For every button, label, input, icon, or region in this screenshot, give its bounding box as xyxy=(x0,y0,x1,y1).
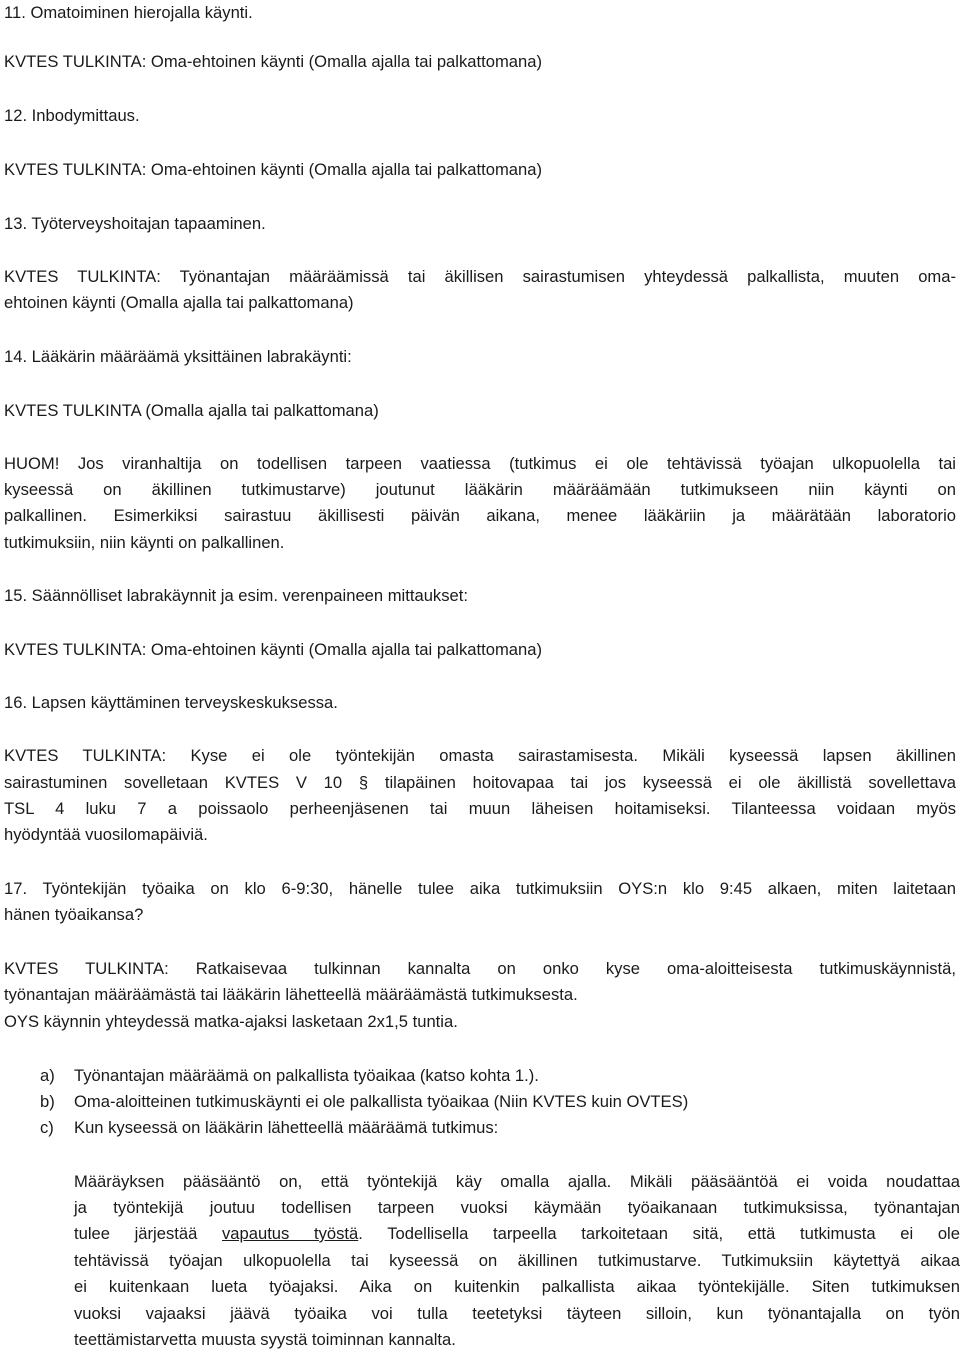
section-17-travel-time-note: OYS käynnin yhteydessä matka-ajaksi lasketaan 2x1,5 tuntia. xyxy=(4,1012,458,1031)
item-c-paragraph-line: Määräyksen pääsääntö on, että työntekijä käy omalla ajalla. Mikäli pääsääntöä ei voida noudattaa xyxy=(74,1172,960,1191)
huom-note-line: kyseessä on äkillinen tutkimustarve) joutunut lääkärin määräämään tutkimukseen niin käynti on xyxy=(4,480,956,499)
vapautus-tyosta-link[interactable]: vapautus työstä xyxy=(221,1224,359,1243)
section-16-interpretation-line: sairastuminen sovelletaan KVTES V 10 § tilapäinen hoitovapaa tai jos kyseessä ei ole äkillistä sovellettava xyxy=(4,773,956,792)
list-marker: c) xyxy=(40,1118,54,1137)
section-16-title: 16. Lapsen käyttäminen terveyskeskuksessa. xyxy=(4,693,338,712)
item-c-paragraph-line: ei kuitenkaan lueta työajaksi. Aika on kuitenkin palkallista aikaa työntekijälle. Siten tutkimuksen xyxy=(74,1277,960,1296)
section-12-title: 12. Inbodymittaus. xyxy=(4,106,140,125)
item-c-paragraph-line: tehtävissä työajan ulkopuolella tai kyseessä on äkillinen tutkimustarve. Tutkimuksiin käytettyä aikaa xyxy=(74,1251,960,1270)
item-c-paragraph-line xyxy=(74,1221,960,1247)
section-14-interpretation: KVTES TULKINTA (Omalla ajalla tai palkattomana) xyxy=(4,401,379,420)
section-17-title-line: hänen työaikansa? xyxy=(4,905,144,924)
section-15-interpretation: KVTES TULKINTA: Oma-ehtoinen käynti (Omalla ajalla tai palkattomana) xyxy=(4,640,542,659)
huom-note-line: tutkimuksiin, niin käynti on palkallinen. xyxy=(4,533,285,552)
section-16-interpretation-line: TSL 4 luku 7 a poissaolo perheenjäsenen tai muun läheisen hoitamiseksi. Tilanteessa voidaan myös xyxy=(4,799,956,818)
huom-note-line: palkallinen. Esimerkiksi sairastuu äkillisesti päivän aikana, menee lääkäriin ja määrätään laboratorio xyxy=(4,506,956,525)
item-c-text: tulee järjestää xyxy=(74,1224,198,1243)
item-c-paragraph-line: ja työntekijä joutuu todellisen tarpeen vuoksi käymään työaikanaan tutkimuksissa, työnantajan xyxy=(74,1198,960,1217)
section-17-interpretation-line: KVTES TULKINTA: Ratkaisevaa tulkinnan kannalta on onko kyse oma-aloitteisesta tutkimuskäynnistä, xyxy=(4,959,956,978)
section-13-interpretation-line: ehtoinen käynti (Omalla ajalla tai palkattomana) xyxy=(4,293,354,312)
section-11-title: 11. Omatoiminen hierojalla käynti. xyxy=(4,3,253,22)
section-15-title: 15. Säännölliset labrakäynnit ja esim. verenpaineen mittaukset: xyxy=(4,586,468,605)
section-13-interpretation-line: KVTES TULKINTA: Työnantajan määräämissä tai äkillisen sairastumisen yhteydessä palkallista, muuten oma- xyxy=(4,267,956,286)
huom-note-line: HUOM! Jos viranhaltija on todellisen tarpeen vaatiessa (tutkimus ei ole tehtävissä työajan ulkopuolella tai xyxy=(4,454,956,473)
item-c-paragraph-line: vuoksi vajaaksi jäävä työaika voi tulla teetetyksi täyteen silloin, kun työnantajalla on työn xyxy=(74,1304,960,1323)
item-c-text: . Todellisella tarpeella tarkoitetaan sitä, että tutkimusta ei ole xyxy=(358,1224,960,1243)
item-c-paragraph-line: teettämistarvetta muusta syystä toiminnan kannalta. xyxy=(74,1330,456,1349)
section-14-title: 14. Lääkärin määräämä yksittäinen labrakäynti: xyxy=(4,347,352,366)
section-13-title: 13. Työterveyshoitajan tapaaminen. xyxy=(4,214,266,233)
list-marker: a) xyxy=(40,1066,55,1085)
list-item-text: Kun kyseessä on lääkärin lähetteellä määräämä tutkimus: xyxy=(74,1118,499,1137)
list-item-text: Oma-aloitteinen tutkimuskäynti ei ole palkallista työaikaa (Niin KVTES kuin OVTES) xyxy=(74,1092,689,1111)
list-item-text: Työnantajan määräämä on palkallista työaikaa (katso kohta 1.). xyxy=(74,1066,539,1085)
list-marker: b) xyxy=(40,1092,55,1111)
section-16-interpretation-line: hyödyntää vuosilomapäiviä. xyxy=(4,825,208,844)
section-12-interpretation: KVTES TULKINTA: Oma-ehtoinen käynti (Omalla ajalla tai palkattomana) xyxy=(4,160,542,179)
section-16-interpretation-line: KVTES TULKINTA: Kyse ei ole työntekijän omasta sairastamisesta. Mikäli kyseessä lapsen äkillinen xyxy=(4,746,956,765)
section-17-interpretation-line: työnantajan määräämästä tai lääkärin lähetteellä määräämästä tutkimuksesta. xyxy=(4,985,578,1004)
section-17-title-line: 17. Työntekijän työaika on klo 6-9:30, hänelle tulee aika tutkimuksiin OYS:n klo 9:45 alkaen, miten laitetaan xyxy=(4,879,956,898)
section-11-interpretation: KVTES TULKINTA: Oma-ehtoinen käynti (Omalla ajalla tai palkattomana) xyxy=(4,52,542,71)
